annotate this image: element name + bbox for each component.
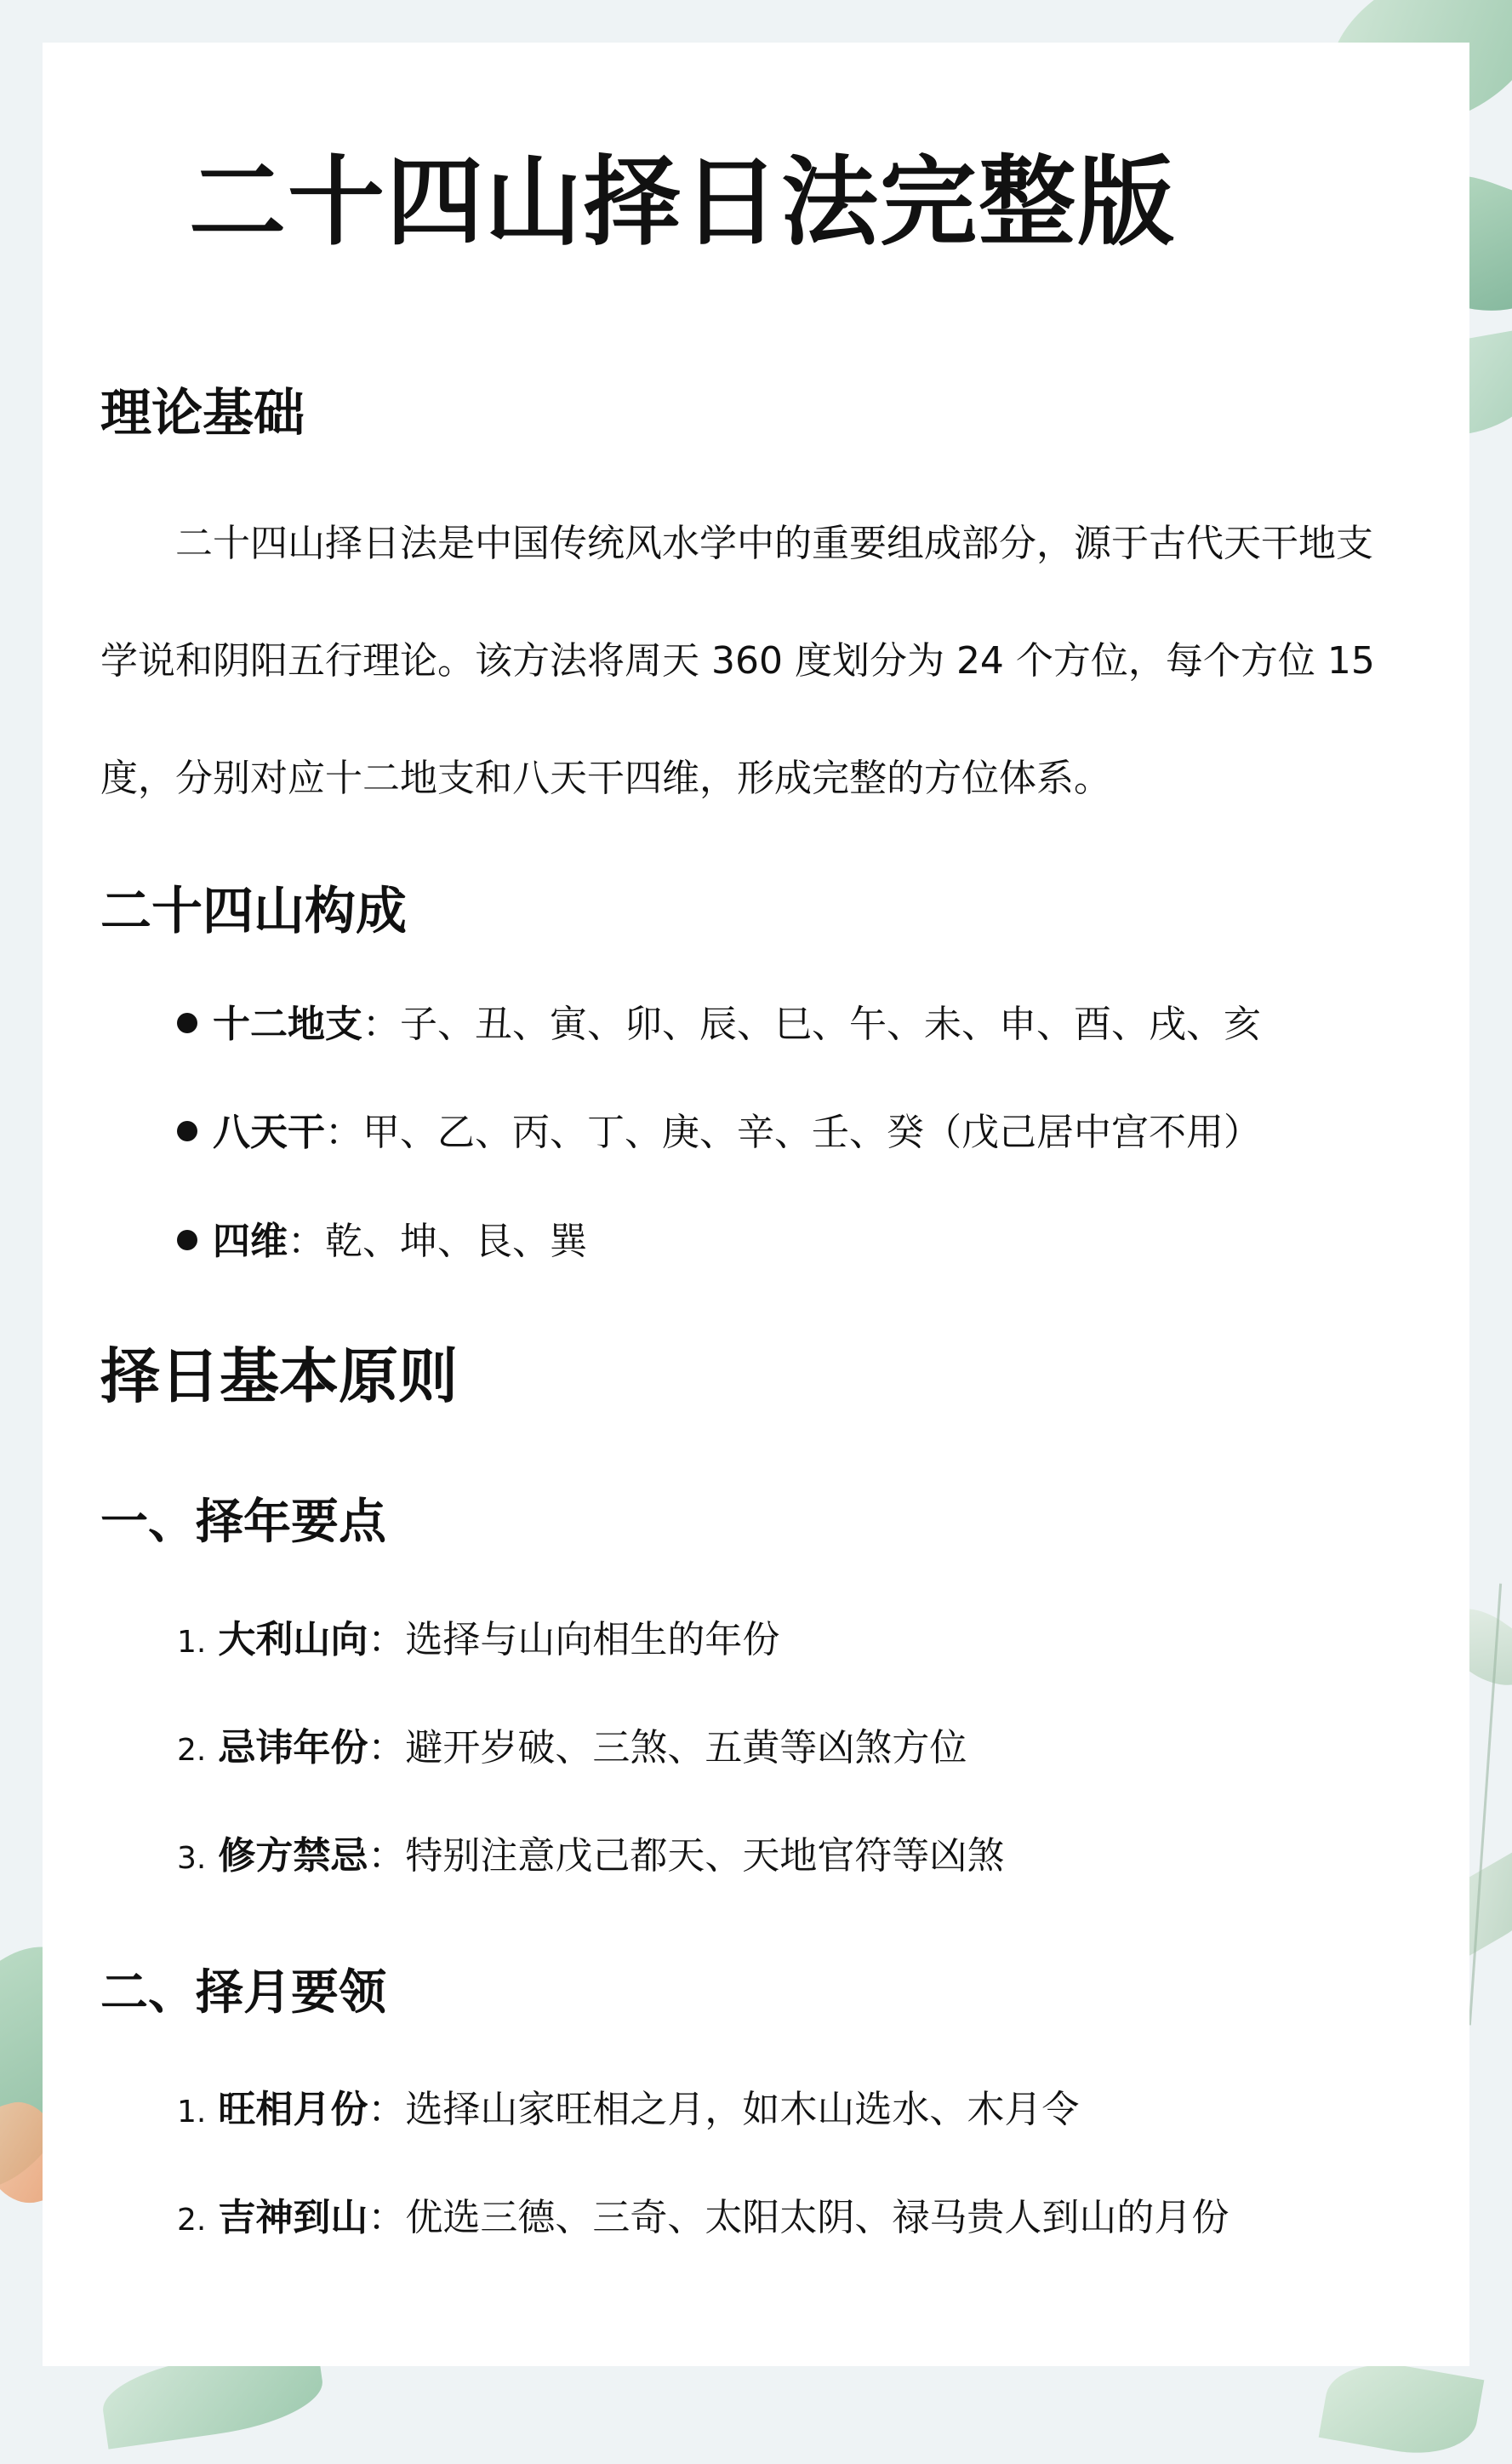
list-item: 2. 吉神到山：优选三德、三奇、太阳太阴、禄马贵人到山的月份 bbox=[177, 2196, 1230, 2239]
list-item: 3. 修方禁忌：特别注意戊己都天、天地官符等凶煞 bbox=[177, 1834, 1005, 1878]
bullet-icon bbox=[177, 1121, 197, 1141]
section-heading-month: 二、择月要领 bbox=[100, 1965, 386, 2021]
bullet-icon bbox=[177, 1230, 197, 1250]
list-item: 1. 大利山向：选择与山向相生的年份 bbox=[177, 1618, 780, 1661]
section-heading-composition: 二十四山构成 bbox=[100, 882, 407, 941]
paragraph-line: 学说和阴阳五行理论。该方法将周天 360 度划分为 24 个方位，每个方位 15 bbox=[100, 639, 1375, 683]
document-title: 二十四山择日法完整版 bbox=[188, 146, 1176, 259]
section-heading-theory: 理论基础 bbox=[100, 384, 305, 443]
document-card bbox=[43, 43, 1469, 2366]
leaf-decoration bbox=[1319, 2353, 1485, 2464]
paragraph-line: 二十四山择日法是中国传统风水学中的重要组成部分，源于古代天干地支 bbox=[175, 522, 1373, 565]
list-item: 2. 忌讳年份：避开岁破、三煞、五黄等凶煞方位 bbox=[177, 1726, 967, 1769]
section-heading-year: 一、择年要点 bbox=[100, 1495, 386, 1550]
section-heading-principles: 择日基本原则 bbox=[100, 1341, 458, 1411]
list-item: 十二地支：子、丑、寅、卯、辰、巳、午、未、申、酉、戌、亥 bbox=[177, 1000, 1261, 1049]
paragraph-line: 度，分别对应十二地支和八天干四维，形成完整的方位体系。 bbox=[100, 757, 1111, 800]
list-item: 八天干：甲、乙、丙、丁、庚、辛、壬、癸（戊己居中宫不用） bbox=[177, 1108, 1261, 1157]
bullet-icon bbox=[177, 1013, 197, 1033]
theory-paragraph bbox=[100, 485, 1445, 838]
list-item: 四维：乾、坤、艮、巽 bbox=[177, 1217, 587, 1266]
list-item: 1. 旺相月份：选择山家旺相之月，如木山选水、木月令 bbox=[177, 2088, 1080, 2131]
